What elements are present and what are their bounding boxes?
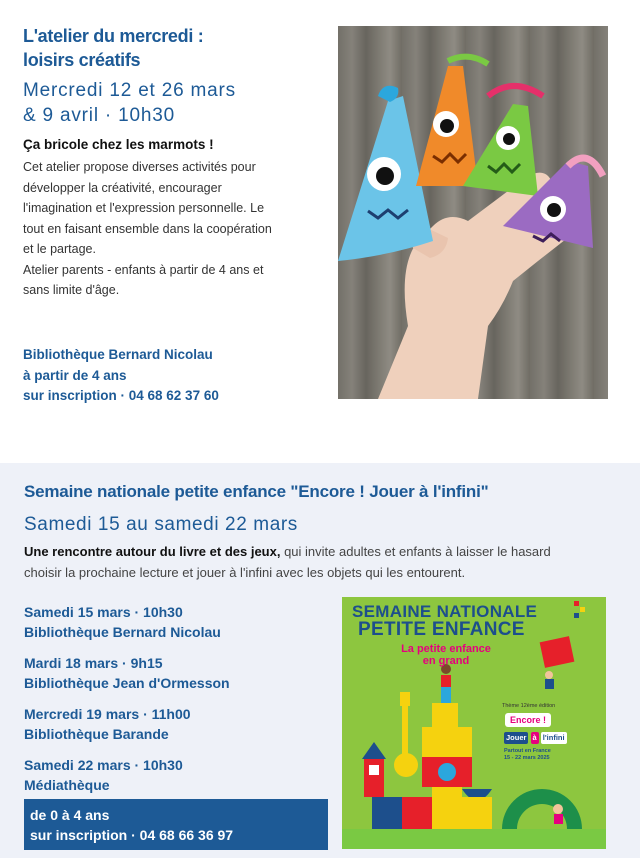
event-where: Bibliothèque Bernard Nicolau bbox=[24, 624, 221, 640]
event-when: Mercredi 19 mars · 11h00 bbox=[24, 706, 191, 722]
semaine-intro bbox=[24, 542, 624, 583]
semaine-title: Semaine nationale petite enfance "Encore ! Jouer à l'infini" bbox=[24, 482, 489, 501]
atelier-dates-line1: Mercredi 12 et 26 mars bbox=[23, 80, 236, 101]
atelier-title bbox=[23, 24, 323, 72]
poster-partout bbox=[504, 748, 551, 762]
atelier-signup: sur inscription · 04 68 62 37 60 bbox=[23, 388, 219, 403]
poster-partout-text: Partout en France bbox=[504, 748, 551, 754]
atelier-subtitle: Ça bricole chez les marmots ! bbox=[23, 137, 214, 152]
atelier-body-line: tout en faisant ensemble dans la coopération bbox=[23, 221, 272, 236]
semaine-section bbox=[0, 463, 640, 858]
poster-theme: Thème 12ème édition bbox=[502, 703, 556, 709]
atelier-body-line: développer la créativité, encourager bbox=[23, 180, 222, 195]
age-signup-box bbox=[24, 799, 328, 850]
semaine-dates: Samedi 15 au samedi 22 mars bbox=[24, 514, 298, 535]
event-where: Médiathèque bbox=[24, 777, 110, 793]
poster-infini-word: l'infini bbox=[542, 733, 565, 742]
finger-puppets-illustration bbox=[338, 26, 608, 399]
events-list bbox=[24, 602, 324, 806]
poster-dates: 15 - 22 mars 2025 bbox=[504, 755, 550, 761]
atelier-title-line1: L'atelier du mercredi : bbox=[23, 26, 204, 46]
event-when: Samedi 15 mars · 10h30 bbox=[24, 604, 183, 620]
poster-jouer-word: Jouer bbox=[506, 733, 527, 742]
atelier-dates-line2: & 9 avril · 10h30 bbox=[23, 105, 175, 126]
event-item bbox=[24, 704, 324, 744]
box-age: de 0 à 4 ans bbox=[30, 807, 110, 823]
event-where: Bibliothèque Barande bbox=[24, 726, 169, 742]
box-signup: sur inscription · 04 68 66 36 97 bbox=[30, 827, 234, 843]
event-item bbox=[24, 653, 324, 693]
event-where: Bibliothèque Jean d'Ormesson bbox=[24, 675, 230, 691]
poster-encore: Encore ! bbox=[505, 713, 551, 727]
event-when: Mardi 18 mars · 9h15 bbox=[24, 655, 163, 671]
poster-subtitle bbox=[376, 643, 516, 667]
semaine-poster bbox=[342, 597, 606, 849]
atelier-place: Bibliothèque Bernard Nicolau bbox=[23, 347, 213, 362]
poster-title-line1: SEMAINE NATIONALE bbox=[352, 602, 538, 621]
semaine-intro-line1 bbox=[24, 542, 624, 563]
atelier-body-line: Cet atelier propose diverses activités pour bbox=[23, 160, 256, 174]
semaine-intro-line2: choisir la prochaine lecture et jouer à l'infini avec les objets qui les entourent. bbox=[24, 564, 466, 580]
event-when: Samedi 22 mars · 10h30 bbox=[24, 757, 183, 773]
poster-title-line2: PETITE ENFANCE bbox=[358, 619, 525, 640]
poster-jouer bbox=[504, 732, 578, 744]
atelier-body-line: sans limite d'âge. bbox=[23, 283, 120, 297]
poster-subtitle-line2: en grand bbox=[422, 655, 470, 667]
atelier-info bbox=[23, 345, 323, 407]
atelier-body-line: et le partage. bbox=[23, 242, 96, 256]
finger-puppets-photo bbox=[338, 26, 608, 399]
poster-subtitle-line1: La petite enfance bbox=[401, 643, 491, 655]
atelier-description bbox=[23, 157, 318, 301]
event-item bbox=[24, 755, 324, 795]
atelier-body-line: l'imagination et l'expression personnelle. Le bbox=[23, 201, 265, 215]
atelier-body-line: Atelier parents - enfants à partir de 4 ans et bbox=[23, 262, 264, 277]
atelier-age: à partir de 4 ans bbox=[23, 367, 127, 383]
semaine-intro-bold: Une rencontre autour du livre et des jeux, bbox=[24, 544, 281, 559]
event-item bbox=[24, 602, 324, 642]
atelier-title-line2: loisirs créatifs bbox=[23, 50, 141, 70]
poster-a-word: à bbox=[532, 733, 537, 742]
atelier-dates bbox=[23, 78, 323, 128]
semaine-intro-rest: qui invite adultes et enfants à laisser le hasard bbox=[280, 544, 551, 559]
